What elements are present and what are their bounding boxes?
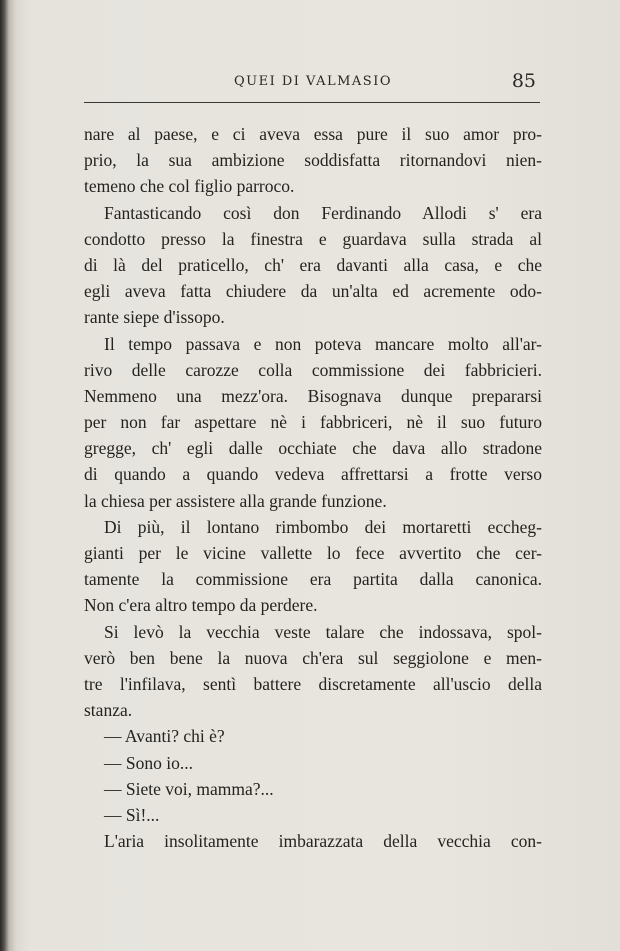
text-line: egli aveva fatta chiudere da un'alta ed acremente odo- [84, 281, 542, 302]
text-line: Il tempo passava e non poteva mancare molto all'ar- [104, 333, 542, 354]
text-line: la chiesa per assistere alla grande funzione. [84, 490, 387, 511]
text-line: verò ben bene la nuova ch'era sul seggiolone e men- [84, 647, 542, 668]
text-line: condotto presso la finestra e guardava sulla strada al [84, 228, 542, 249]
text-line: gianti per le vicine vallette lo fece avvertito che cer- [84, 543, 542, 563]
header-rule [84, 102, 540, 103]
text-line: per non far aspettare nè i fabbriceri, nè il suo futuro [84, 412, 542, 433]
text-line: Non c'era altro tempo da perdere. [84, 595, 318, 616]
dialogue-line: — Siete voi, mamma?... [104, 778, 274, 799]
text-line: Di più, il lontano rimbombo dei mortaretti eccheg- [104, 516, 542, 537]
dialogue-line: — Sono io... [104, 752, 193, 773]
text-line: Fantasticando così don Ferdinando Allodi s' era [104, 202, 542, 223]
text-line: stanza. [84, 700, 133, 721]
text-line: tre l'infilava, sentì battere discretamente all'uscio della [84, 673, 542, 694]
text-line: rante siepe d'issopo. [84, 307, 225, 328]
text-line: nare al paese, e ci aveva essa pure il suo amor pro- [84, 124, 542, 144]
text-line: Nemmeno una mezz'ora. Bisognava dunque prepararsi [84, 385, 542, 406]
text-line: rivo delle carozze colla commissione dei fabbricieri. [84, 359, 542, 380]
running-title: QUEI DI VALMASIO [234, 74, 392, 89]
dialogue-line: — Sì!... [104, 804, 160, 825]
text-line: temeno che col figlio parroco. [84, 176, 295, 197]
page-header [84, 68, 544, 98]
text-line: gregge, ch' egli dalle occhiate che dava allo stradone [84, 438, 542, 459]
dialogue-line: — Avanti? chi è? [104, 726, 225, 747]
text-line: di quando a quando vedeva affrettarsi a frotte verso [84, 464, 542, 485]
text-line: di là del praticello, ch' era davanti alla casa, e che [84, 254, 542, 275]
text-line: Si levò la vecchia veste talare che indossava, spol- [104, 621, 542, 642]
page-number: 85 [511, 70, 536, 92]
body-text [84, 121, 542, 854]
text-line: tamente la commissione era partita dalla canonica. [84, 569, 542, 590]
text-line: L'aria insolitamente imbarazzata della vecchia con- [104, 831, 542, 852]
text-line: prio, la sua ambizione soddisfatta ritornandovi nien- [84, 150, 542, 171]
